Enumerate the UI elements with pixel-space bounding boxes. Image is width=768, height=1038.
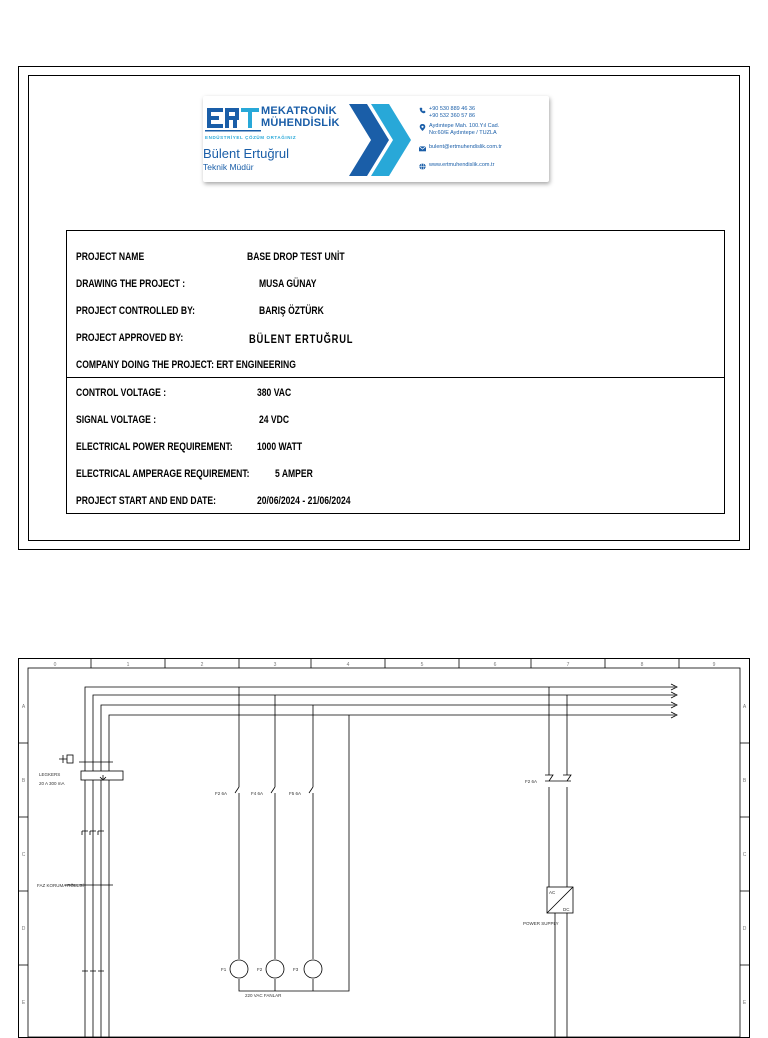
email-row — [419, 144, 502, 152]
phone-row — [419, 106, 475, 119]
control-voltage-value: 380 VAC — [257, 387, 292, 399]
bus-line-l2 — [93, 695, 675, 751]
schematic-sheet — [18, 658, 750, 1038]
amperage-requirement-value: 5 AMPER — [275, 468, 313, 480]
column-number: 0 — [53, 662, 57, 668]
signal-voltage-value: 24 VDC — [259, 414, 290, 426]
power-requirement-value: 1000 WATT — [257, 441, 303, 453]
power-supply-note: POWER SUPPLY — [523, 921, 559, 926]
column-number: 2 — [200, 662, 204, 668]
row-letter: E — [21, 1000, 26, 1006]
column-number: 5 — [420, 662, 424, 668]
bus-line-l1 — [85, 687, 675, 751]
project-name-label: PROJECT NAME — [76, 251, 145, 263]
project-dates-value: 20/06/2024 - 21/06/2024 — [257, 495, 351, 507]
fuse-label-2: F4 6A — [251, 791, 264, 796]
row-letter: D — [742, 926, 747, 932]
fan-motor-f3 — [304, 960, 322, 978]
signal-voltage-label: SIGNAL VOLTAGE : — [76, 414, 157, 426]
drawn-by-label: DRAWING THE PROJECT : — [76, 278, 186, 290]
row-letter: B — [742, 778, 747, 784]
fan-label-1: F1 — [221, 967, 227, 972]
fan-group-note: 220 VAC FANLAR — [245, 993, 282, 998]
column-number: 6 — [493, 662, 497, 668]
fuse-label-4: F2 6A — [525, 779, 538, 784]
address-row — [419, 123, 499, 136]
drawn-by-value: MUSA GÜNAY — [259, 278, 317, 290]
ert-logo-icon — [205, 102, 261, 134]
column-number: 1 — [126, 662, 130, 668]
email-address: bulent@ertmuhendislik.com.tr — [429, 144, 502, 150]
website-row — [419, 162, 494, 170]
brand-name-line1: MEKATRONİK — [261, 105, 337, 117]
column-number: 8 — [640, 662, 644, 668]
fuse-label-1: F2 6A — [215, 791, 228, 796]
address-line-1: Aydıntepe Mah. 100.Yıl Cad. — [429, 123, 500, 129]
phone-icon — [419, 107, 426, 114]
row-letter: E — [742, 1000, 747, 1006]
psu-dc-label: DC — [563, 907, 570, 912]
chevron-arrows-icon — [349, 104, 411, 176]
row-letter: A — [742, 704, 747, 710]
control-voltage-label: CONTROL VOLTAGE : — [76, 387, 167, 399]
contact-person-role: Teknik Müdür — [203, 162, 254, 172]
info-divider — [67, 377, 724, 378]
cover-sheet — [18, 66, 750, 550]
brand-name-line2: MÜHENDİSLİK — [261, 117, 340, 129]
contact-person-name: Bülent Ertuğrul — [203, 146, 289, 161]
bus-line-l3 — [101, 705, 675, 751]
website-url: www.ertmuhendislik.com.tr — [429, 162, 495, 168]
column-number: 9 — [712, 662, 716, 668]
fan-motor-f2 — [266, 960, 284, 978]
row-letter: B — [21, 778, 26, 784]
power-requirement-label: ELECTRICAL POWER REQUIREMENT: — [76, 441, 233, 453]
row-letter: C — [742, 852, 747, 858]
approved-by-value: BÜLENT ERTUĞRUL — [249, 332, 354, 346]
project-info-table — [66, 230, 725, 514]
row-letter: D — [21, 926, 26, 932]
bus-line-n — [109, 715, 675, 751]
fan-label-2: F2 — [257, 967, 263, 972]
electrical-schematic — [19, 659, 749, 1037]
fuse-label-3: F5 6A — [289, 791, 302, 796]
main-breaker-rating: 20 A 300 mA — [39, 781, 65, 786]
email-icon — [419, 145, 426, 152]
amperage-requirement-label: ELECTRICAL AMPERAGE REQUIREMENT: — [76, 468, 250, 480]
phone-number-2: +90 532 360 57 86 — [429, 112, 476, 119]
location-pin-icon — [419, 124, 426, 131]
controlled-by-value: BARIŞ ÖZTÜRK — [259, 305, 324, 317]
main-breaker-label: LEGKERS — [39, 772, 61, 777]
controlled-by-label: PROJECT CONTROLLED BY: — [76, 305, 196, 317]
company-label: COMPANY DOING THE PROJECT: ERT ENGINEERING — [76, 359, 296, 371]
phone-number-1: +90 530 889 46 36 — [429, 106, 476, 112]
row-letter: C — [21, 852, 26, 858]
column-number: 7 — [566, 662, 570, 668]
address-line-2: No:60/E Aydıntepe / TUZLA — [429, 129, 497, 136]
company-tagline: ENDÜSTRİYEL ÇÖZÜM ORTAĞINIZ — [205, 135, 297, 140]
project-dates-label: PROJECT START AND END DATE: — [76, 495, 216, 507]
row-letter: A — [21, 704, 26, 710]
fan-motor-f1 — [230, 960, 248, 978]
column-number: 3 — [273, 662, 277, 668]
fan-label-3: F3 — [293, 967, 299, 972]
phase-relay-label: FAZ KORUMA RÖLESİ — [37, 883, 84, 888]
cover-sheet-frame — [28, 75, 740, 541]
project-name-value: BASE DROP TEST UNİT — [247, 251, 345, 263]
company-logo — [205, 102, 355, 134]
business-card — [203, 96, 549, 182]
approved-by-label: PROJECT APPROVED BY: — [76, 332, 184, 344]
globe-icon — [419, 163, 426, 170]
column-number: 4 — [346, 662, 350, 668]
psu-ac-label: AC — [549, 890, 556, 895]
